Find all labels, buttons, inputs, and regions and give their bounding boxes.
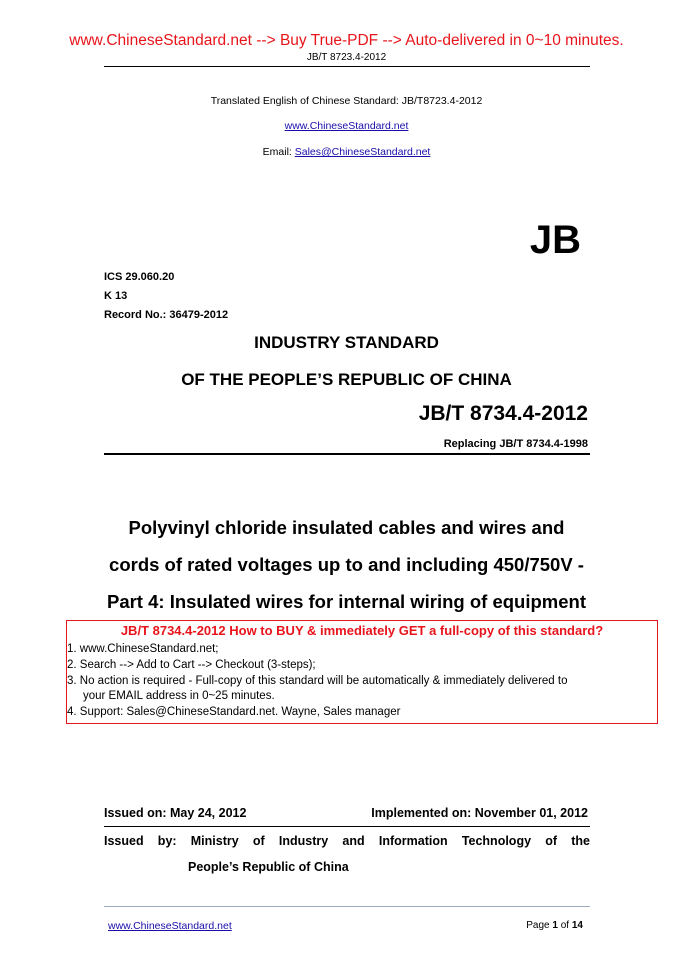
running-header: JB/T 8723.4-2012 xyxy=(306,52,387,63)
footer-site-link[interactable]: www.ChineseStandard.net xyxy=(108,920,232,932)
site-link[interactable]: www.ChineseStandard.net xyxy=(284,120,409,132)
standard-number: JB/T 8734.4-2012 xyxy=(418,402,588,425)
heading-prc: OF THE PEOPLE’S REPUBLIC OF CHINA xyxy=(181,370,512,389)
replacing-note: Replacing JB/T 8734.4-1998 xyxy=(443,438,588,450)
buy-step-3-cont: your EMAIL address in 0~25 minutes. xyxy=(67,690,275,702)
page-total: 14 xyxy=(571,920,583,931)
record-number: Record No.: 36479-2012 xyxy=(104,309,229,321)
buy-step-4: 4. Support: Sales@ChineseStandard.net. Wayne, Sales manager xyxy=(67,706,401,718)
issued-on: Issued on: May 24, 2012 xyxy=(104,806,247,820)
implemented-on: Implemented on: November 01, 2012 xyxy=(371,806,588,820)
translation-line: Translated English of Chinese Standard: JB/T8723.4-2012 xyxy=(210,95,483,107)
title-line-1: Polyvinyl chloride insulated cables and wires and xyxy=(128,517,565,538)
page-indicator xyxy=(526,920,583,931)
issued-by-line-2: People’s Republic of China xyxy=(188,860,349,874)
title-line-2: cords of rated voltages up to and including 450/750V - xyxy=(109,554,584,575)
buy-step-3: 3. No action is required - Full-copy of this standard will be automatically & immediately delivered to xyxy=(67,675,568,687)
issued-by-line-1: Issued by: Ministry of Industry and Information Technology of the xyxy=(104,834,590,848)
jb-mark: JB xyxy=(529,218,581,262)
buy-box xyxy=(66,620,658,724)
email-line xyxy=(0,146,693,158)
page-current: 1 xyxy=(552,920,558,931)
title-rule xyxy=(104,453,590,455)
k-code: K 13 xyxy=(104,290,128,302)
footer-rule xyxy=(104,906,590,907)
page-of: of xyxy=(557,920,572,931)
buy-box-heading: JB/T 8734.4-2012 How to BUY & immediately GET a full-copy of this standard? xyxy=(120,623,604,638)
page-prefix: Page xyxy=(526,920,553,931)
email-link[interactable]: Sales@ChineseStandard.net xyxy=(294,146,431,158)
top-banner[interactable]: www.ChineseStandard.net --> Buy True-PDF --> Auto-delivered in 0~10 minutes. xyxy=(69,32,624,49)
email-label: Email: xyxy=(262,146,295,158)
heading-industry-standard: INDUSTRY STANDARD xyxy=(254,333,439,352)
ics-code: ICS 29.060.20 xyxy=(104,271,175,283)
buy-step-2: 2. Search --> Add to Cart --> Checkout (3-steps); xyxy=(67,659,316,671)
header-rule xyxy=(104,66,590,67)
title-line-3: Part 4: Insulated wires for internal wiring of equipment xyxy=(106,591,586,612)
buy-step-1: 1. www.ChineseStandard.net; xyxy=(67,643,219,655)
issue-rule xyxy=(104,826,590,827)
